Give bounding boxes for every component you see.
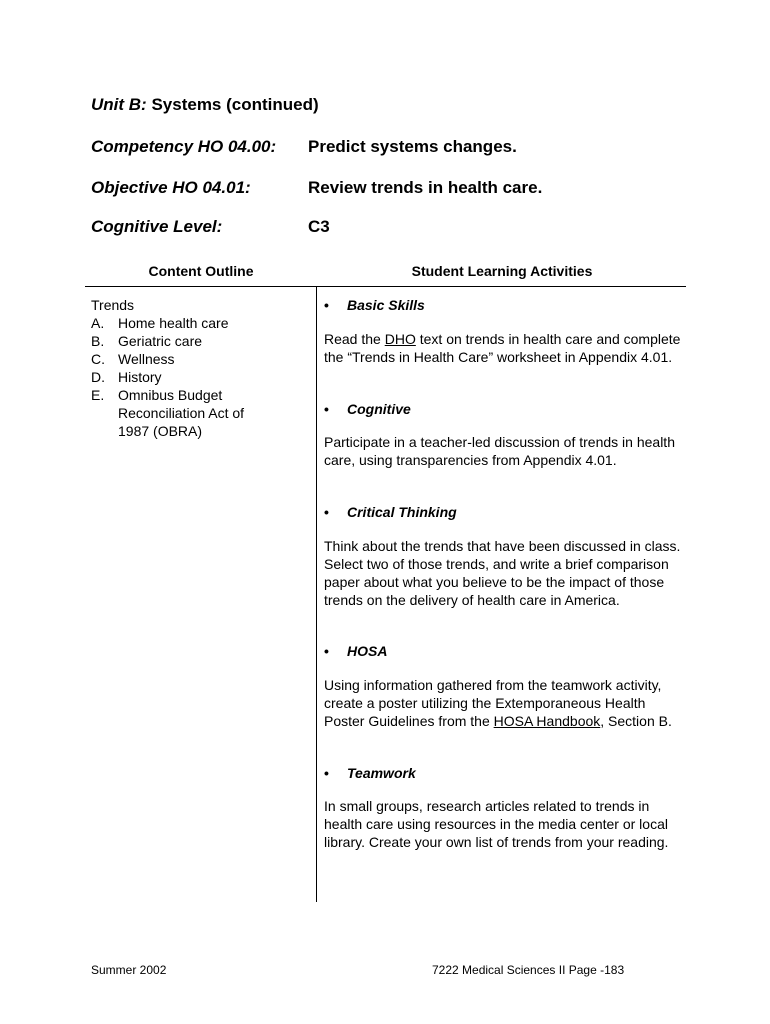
activity-hosa-text (324, 676, 686, 730)
cognitive-level-value: C3 (308, 217, 330, 236)
activity-critical-thinking-heading (324, 503, 686, 521)
activity-paragraph: Think about the trends that have been discussed in class. Select two of those trends, and write a brief comparison paper about what you believe to be the impact of those trends on the delivery of health care in America. (324, 538, 681, 608)
text-run: Read the (324, 331, 385, 347)
column-header-student-activities: Student Learning Activities (411, 263, 593, 279)
activity-heading: HOSA (347, 643, 388, 659)
activity-heading: Critical Thinking (347, 504, 457, 520)
activity-paragraph: Participate in a teacher-led discussion of trends in health care, using transparencies from Appendix 4.01. (324, 434, 675, 468)
footer-page-number: 7222 Medical Sciences II Page -183 (432, 963, 625, 977)
outline-title: Trends (91, 297, 135, 313)
bullet-icon: • (324, 297, 329, 313)
list-text: Home health care (118, 315, 229, 331)
activity-paragraph: In small groups, research articles related to trends in health care using resources in the media center or local library. Create your own list of trends from your reading. (324, 798, 669, 850)
text-run: , Section B. (600, 713, 672, 729)
list-letter: B. (91, 333, 105, 349)
dho-reference: DHO (384, 331, 416, 347)
list-text: Geriatric care (118, 333, 203, 349)
list-item (91, 332, 281, 350)
activity-cognitive-heading (324, 400, 686, 418)
activity-teamwork-text (324, 797, 686, 851)
bullet-icon: • (324, 504, 329, 520)
list-item (91, 386, 263, 440)
cognitive-level-label: Cognitive Level: (91, 217, 223, 236)
bullet-icon: • (324, 643, 329, 659)
list-item (91, 350, 281, 368)
list-letter: E. (91, 387, 105, 403)
activity-hosa-heading (324, 642, 686, 660)
list-item (91, 368, 281, 386)
bullet-icon: • (324, 401, 329, 417)
table-header-rule (85, 286, 686, 287)
objective-value: Review trends in health care. (308, 178, 543, 197)
activity-heading: Cognitive (347, 401, 411, 417)
text-run: Using information gathered from the teamwork activity, create a poster utilizing the Extemporaneous Health Poster Guidelines from the (324, 677, 662, 729)
competency-label: Competency HO 04.00: (91, 137, 277, 156)
list-letter: A. (91, 315, 105, 331)
content-outline (91, 296, 281, 440)
list-letter: C. (91, 351, 105, 367)
column-header-content-outline: Content Outline (148, 263, 254, 279)
column-divider (316, 286, 317, 902)
hosa-handbook-reference: HOSA Handbook (493, 713, 601, 729)
activity-basic-skills-heading (324, 296, 686, 314)
activity-heading: Teamwork (347, 765, 416, 781)
unit-label: Unit B: (91, 95, 147, 114)
objective-label: Objective HO 04.01: (91, 178, 251, 197)
text-run: text on trends in health care and complete the “Trends in Health Care” worksheet in Appendix 4.01. (324, 331, 681, 365)
activity-basic-skills-text (324, 330, 686, 366)
unit-line (91, 95, 319, 115)
list-item (91, 314, 281, 332)
activity-teamwork-heading (324, 764, 686, 782)
competency-value: Predict systems changes. (308, 137, 517, 156)
list-letter: D. (91, 369, 105, 385)
unit-value: Systems (continued) (151, 95, 319, 114)
activity-heading: Basic Skills (347, 297, 425, 313)
activity-critical-thinking-text (324, 537, 686, 609)
activity-cognitive-text (324, 433, 686, 469)
list-text: Omnibus Budget Reconciliation Act of 1987 (OBRA) (118, 387, 245, 439)
list-text: History (118, 369, 162, 385)
footer-date: Summer 2002 (91, 963, 167, 977)
bullet-icon: • (324, 765, 329, 781)
list-text: Wellness (118, 351, 175, 367)
